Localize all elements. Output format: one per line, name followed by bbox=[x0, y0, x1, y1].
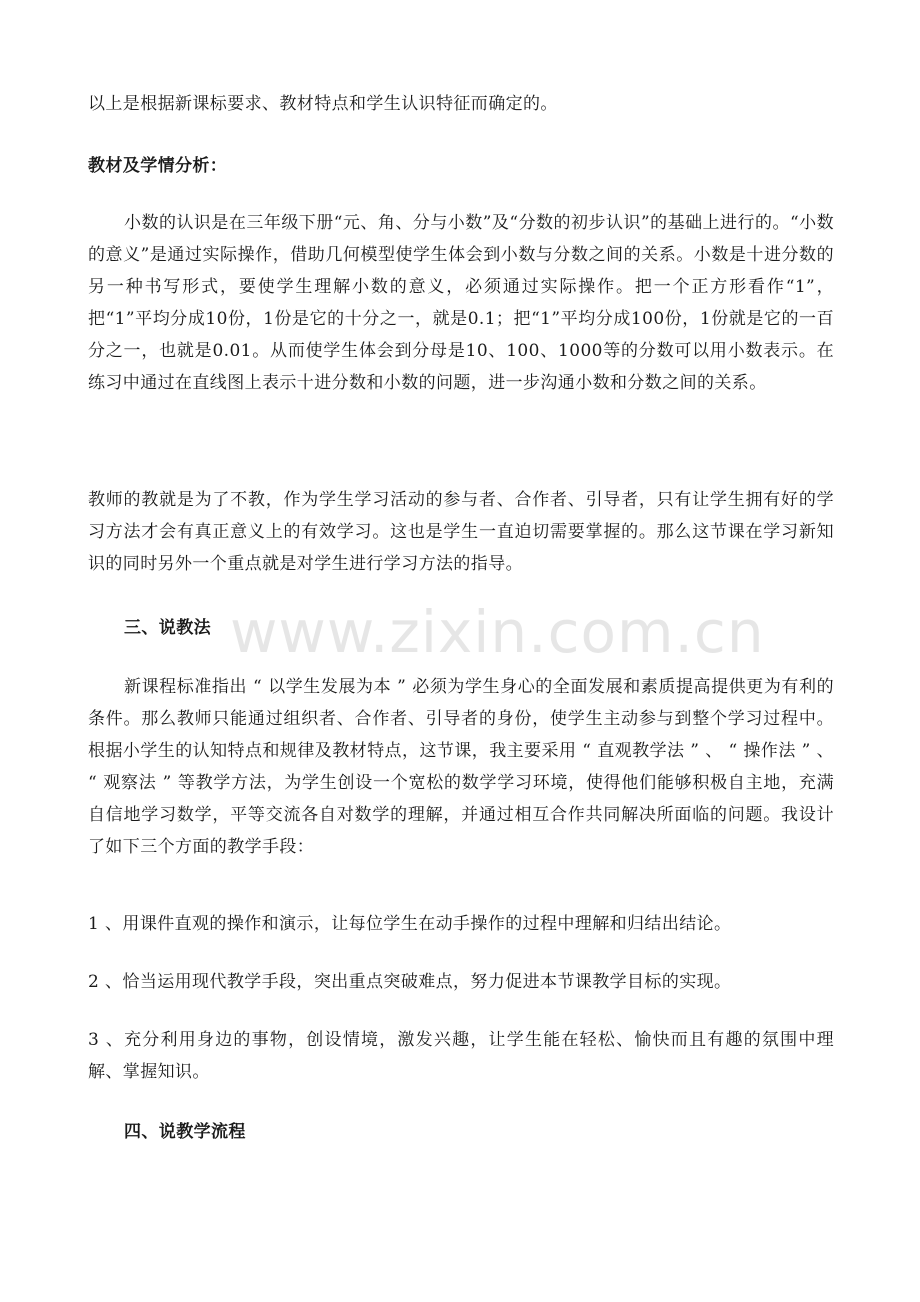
process-heading: 四、说教学流程 bbox=[124, 1122, 246, 1142]
method-paragraph: 新课程标准指出 “ 以学生发展为本 ” 必须为学生身心的全面发展和素质提高提供更为有利的条件。那么教师只能通过组织者、合作者、引导者的身份，使学生主动参与到整个学习过程中。根据小学生的认知特点和规律及教材特点，这节课，我主要采用 “ 直观教学法 ” 、 “ 操作法 ” 、 “ 观察法 ” 等教学方法，为学生创设一个宽松的数学学习环境，使得他们能够积极自主地，充满自信地学习数学，平等交流各自对数学的理解，并通过相互合作共同解决所面临的问题。我设计了如下三个方面的教学手段： bbox=[88, 677, 834, 857]
teacher-paragraph: 教师的教就是为了不教，作为学生学习活动的参与者、合作者、引导者，只有让学生拥有好的学习方法才会有真正意义上的有效学习。这也是学生一直迫切需要掌握的。那么这节课在学习新知识的同时另外一个重点就是对学生进行学习方法的指导。 bbox=[88, 490, 834, 574]
list-item: 3 、充分利用身边的事物，创设情境，激发兴趣，让学生能在轻松、愉快而且有趣的氛围中理解、掌握知识。 bbox=[88, 1030, 834, 1082]
method-heading: 三、说教法 bbox=[124, 618, 211, 638]
intro-paragraph: 以上是根据新课标要求、教材特点和学生认识特征而确定的。 bbox=[88, 94, 558, 114]
list-item: 1 、用课件直观的操作和演示，让每位学生在动手操作的过程中理解和归结出结论。 bbox=[88, 914, 732, 934]
watermark: www.zixin.com.cn bbox=[230, 598, 765, 666]
analysis-paragraph: 小数的认识是在三年级下册“元、角、分与小数”及“分数的初步认识”的基础上进行的。“小数的意义”是通过实际操作，借助几何模型使学生体会到小数与分数之间的关系。小数是十进分数的另一种书写形式，要使学生理解小数的意义，必须通过实际操作。把一个正方形看作“1”，把“1”平均分成10份，1份是它的十分之一，就是0.1；把“1”平均分成100份，1份就是它的一百分之一，也就是0.01。从而使学生体会到分母是10、100、1000等的分数可以用小数表示。在练习中通过在直线图上表示十进分数和小数的问题，进一步沟通小数和分数之间的关系。 bbox=[88, 213, 834, 393]
list-item: 2 、恰当运用现代教学手段，突出重点突破难点，努力促进本节课教学目标的实现。 bbox=[88, 972, 732, 992]
analysis-heading: 教材及学情分析： bbox=[88, 156, 228, 176]
